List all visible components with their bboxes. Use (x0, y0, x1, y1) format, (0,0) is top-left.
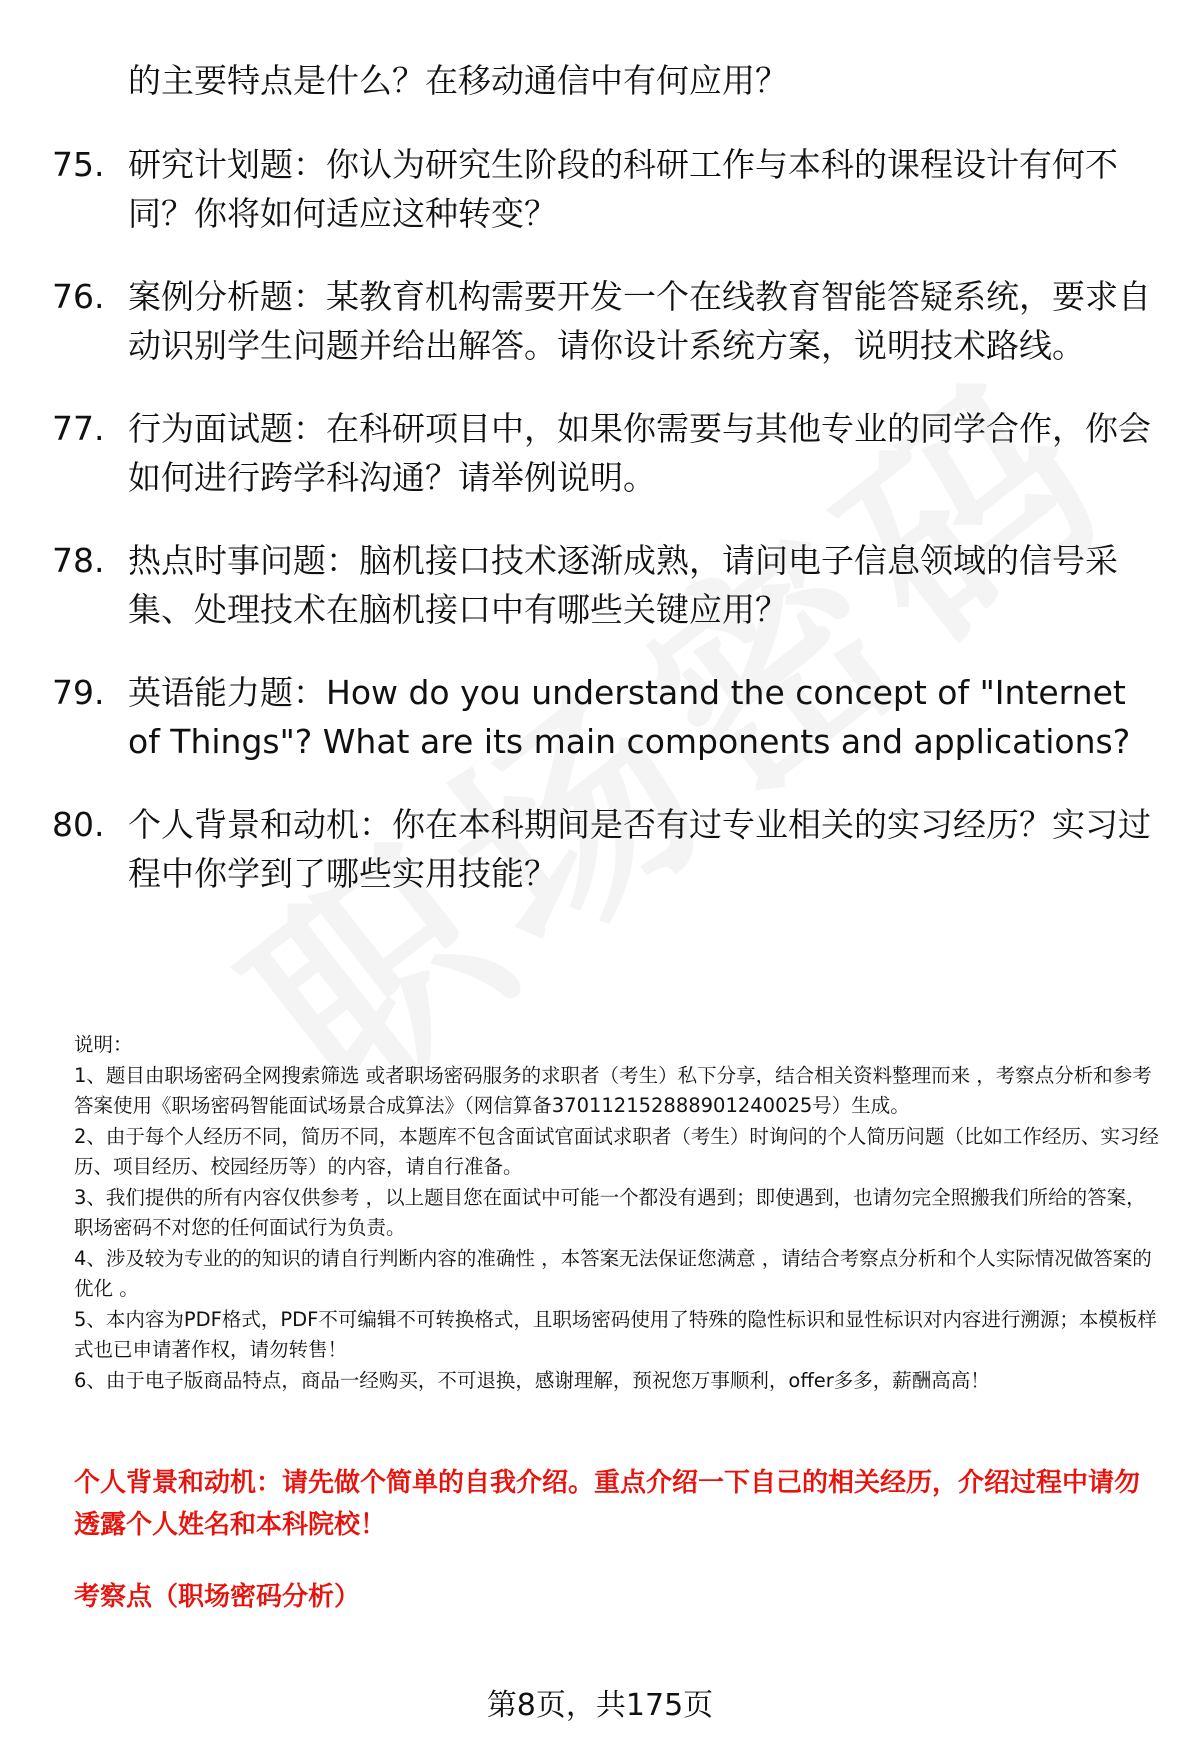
question-item (52, 404, 1162, 502)
question-item (52, 140, 1162, 238)
analysis-heading: 考察点（职场密码分析） (74, 1582, 361, 1612)
question-number: 79. (52, 673, 105, 712)
question-number: 77. (52, 409, 105, 448)
question-item (52, 668, 1162, 766)
question-text: 研究计划题：你认为研究生阶段的科研工作与本科的课程设计有何不同？你将如何适应这种转变？ (128, 145, 1118, 233)
note-item: 3、我们提供的所有内容仅供参考 ，以上题目您在面试中可能一个都没有遇到；即使遇到，也请勿完全照搬我们所给的答案，职场密码不对您的任何面试行为负责。 (74, 1185, 1146, 1239)
question-number: 75. (52, 145, 105, 184)
question-text: 英语能力题：How do you understand the concept of "Internet of Things"? What are its main components and applications? (128, 673, 1131, 761)
page-number: 第8页，共175页 (486, 1688, 714, 1723)
notes-title: 说明： (74, 1033, 133, 1056)
highlighted-question: 个人背景和动机：请先做个简单的自我介绍。重点介绍一下自己的相关经历，介绍过程中请勿透露个人姓名和本科院校！ (74, 1468, 1141, 1540)
question-number: 78. (52, 541, 105, 580)
question-list (52, 140, 1162, 932)
note-item: 6、由于电子版商品特点，商品一经购买，不可退换，感谢理解，预祝您万事顺利，offer多多，薪酬高高！ (74, 1368, 990, 1392)
question-text: 案例分析题：某教育机构需要开发一个在线教育智能答疑系统，要求自动识别学生问题并给出解答。请你设计系统方案，说明技术路线。 (128, 277, 1151, 365)
note-item: 4、涉及较为专业的的知识的请自行判断内容的准确性 ，本答案无法保证您满意 ，请结合考察点分析和个人实际情况做答案的优化 。 (74, 1246, 1152, 1300)
question-number: 76. (52, 277, 105, 316)
question-text: 个人背景和动机：你在本科期间是否有过专业相关的实习经历？实习过程中你学到了哪些实用技能？ (128, 805, 1151, 893)
question-item (52, 272, 1162, 370)
note-item: 5、本内容为PDF格式，PDF不可编辑不可转换格式，且职场密码使用了特殊的隐性标识和显性标识对内容进行溯源；本模板样式也已申请著作权，请勿转售！ (74, 1307, 1157, 1361)
note-item: 1、题目由职场密码全网搜索筛选 或者职场密码服务的求职者（考生）私下分享，结合相关资料整理而来 ，考察点分析和参考答案使用《职场密码智能面试场景合成算法》（网信算备370112152888901240025号）生成。 (74, 1063, 1152, 1117)
question-text: 行为面试题：在科研项目中，如果你需要与其他专业的同学合作，你会如何进行跨学科沟通？请举例说明。 (128, 409, 1151, 497)
notes-section (74, 1030, 1164, 1396)
question-text: 热点时事问题：脑机接口技术逐渐成熟，请问电子信息领域的信号采集、处理技术在脑机接口中有哪些关键应用？ (128, 541, 1118, 629)
continued-question-text: 的主要特点是什么？在移动通信中有何应用？ (128, 61, 788, 100)
note-item: 2、由于每个人经历不同，简历不同，本题库不包含面试官面试求职者（考生）时询问的个人简历问题（比如工作经历、实习经历、项目经历、校园经历等）的内容，请自行准备。 (74, 1124, 1159, 1178)
question-item (52, 800, 1162, 898)
question-item (52, 536, 1162, 634)
question-number: 80. (52, 805, 105, 844)
